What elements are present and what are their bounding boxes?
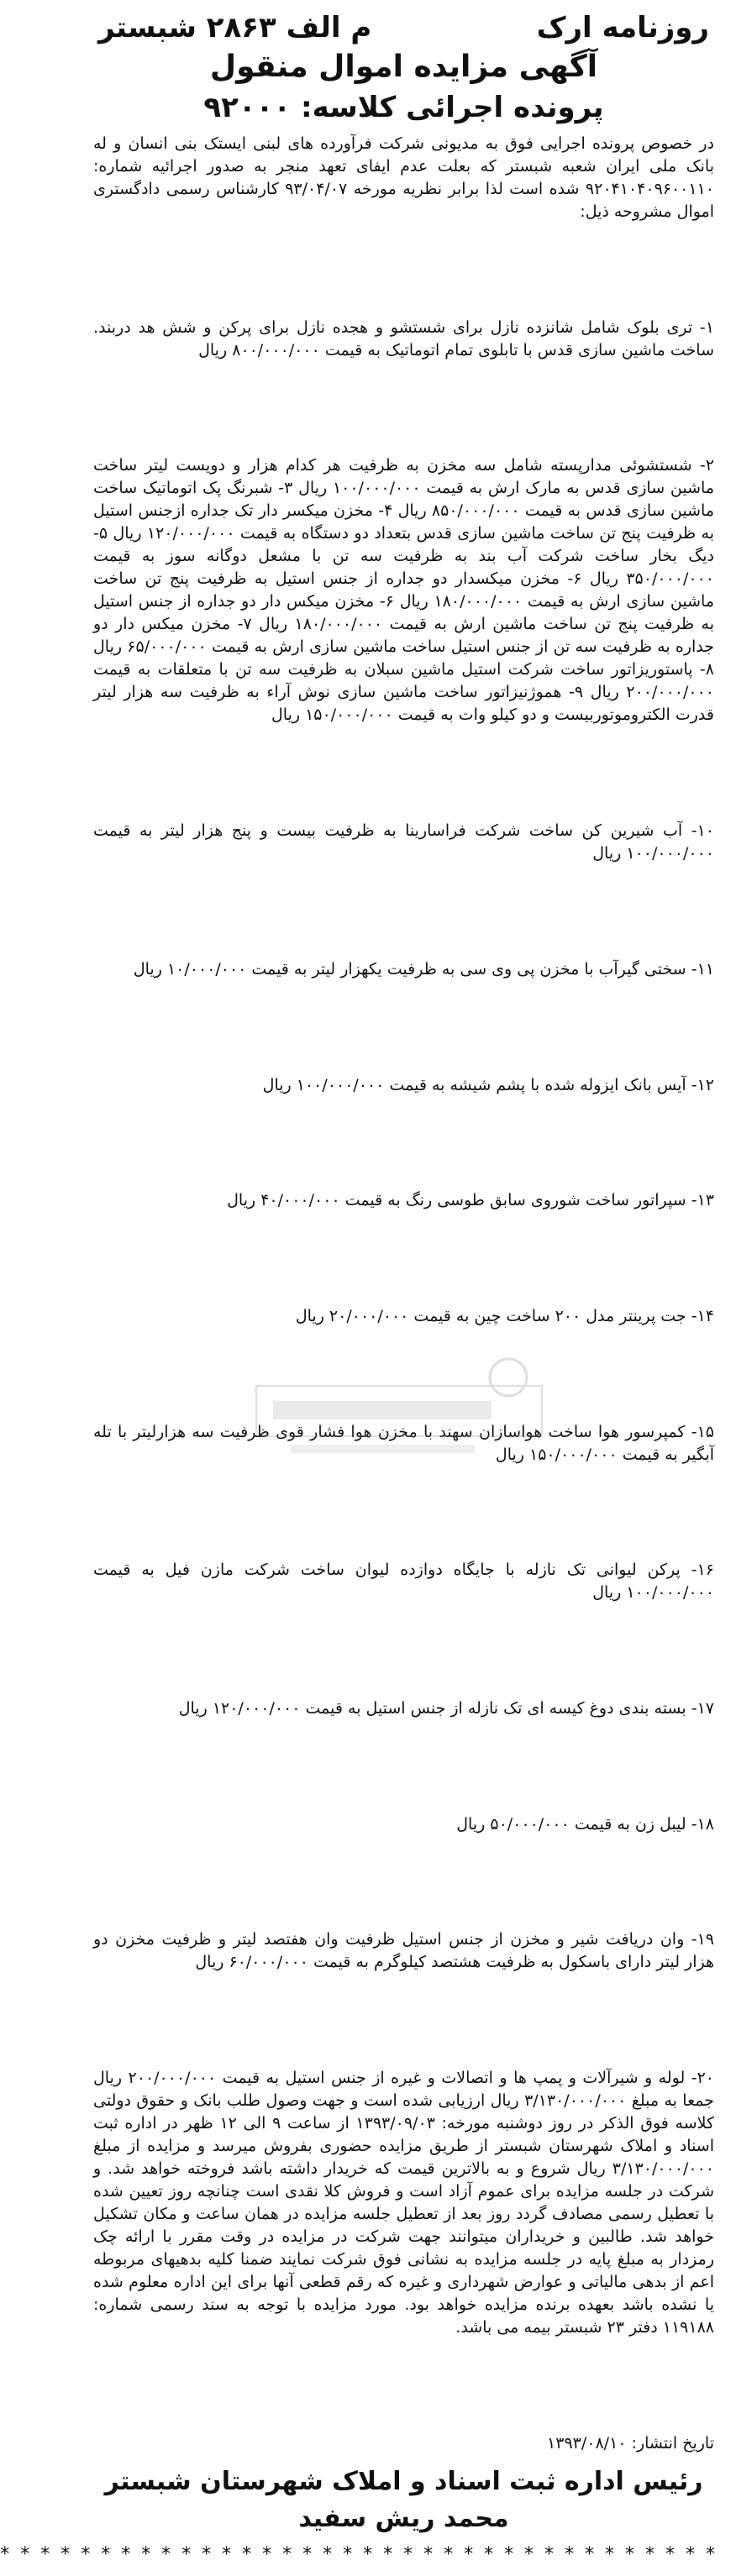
signature-block [90, 2463, 718, 2537]
case-number: پرونده اجرائی کلاسه: ۹۲۰۰۰ [203, 91, 604, 124]
item-paragraph: ۱۹- وان دریافت شیر و مخزن از جنس استیل ظرفیت وان هفتصد لیتر و ظرفیت مخزن دو هزار لیتر دارای باسکول به ظرفیت هشتصد کیلوگرم به قیمت ۶۰/۰۰۰/۰۰۰ ریال [93, 1930, 714, 1972]
intro-paragraph: در خصوص پرونده اجرایی فوق به مدیونی شرکت فرآورده های لبنی ایستک بنی انسان و له بانک ملی ایران شعبه شبستر که بعلت عدم ایفای تعهد منجر به صدور اجرائیه شماره: ۹۲۰۴۱۰۴۰۹۶۰۰۱۱۰ شده است لذا برابر نظریه مورخه ۹۳/۰۴/۰۷ کارشناس رسمی دادگستری اموال مشروحه ذیل: [93, 134, 714, 221]
item-paragraph: ۱۵- کمپرسور هوا ساخت هواسازان سهند با مخزن هوا فشار قوی ظرفیت سه هزارلیتر با تله آبگیر به قیمت ۱۵۰/۰۰۰/۰۰۰ ریال [93, 1422, 714, 1464]
item-paragraph: ۱۸- لیبل زن به قیمت ۵۰/۰۰۰/۰۰۰ ریال [456, 1814, 714, 1834]
item-paragraph: ۱- تری بلوک شامل شانزده نازل برای شستشو و هجده نازل برای پرکن و شش هد دربند. ساخت ماشین سازی قدس با تابلوی تمام اتوماتیک به قیمت ۸۰۰/۰۰۰/۰۰۰ ریال [93, 317, 714, 359]
item-paragraph: ۱۴- جت پرینتر مدل ۲۰۰ ساخت چین به قیمت ۲۰/۰۰۰/۰۰۰ ریال [295, 1306, 714, 1325]
item-paragraph: ۲- شستشوئی مدارپسته شامل سه مخزن به ظرفیت هر کدام هزار و دویست لیتر ساخت ماشین سازی قدس به مارک ارش به قیمت ۱۰۰/۰۰۰/۰۰۰ ریال ۳- شبرنگ پک اتوماتیک ساخت ماشین سازی قدس به قیمت ۸۵۰/۰۰۰/۰۰۰ ریال ۴- مخزن میکسر دار تک جداره ازجنس استیل به ظرفیت پنج تن ساخت ماشین سازی قدس بتعداد دو دستگاه به قیمت ۱۲۰/۰۰۰/۰۰۰ ریال ۵- دیگ بخار ساخت شرکت آب بند به ظرفیت سه تن با مشعل دوگانه سوز به قیمت ۳۵۰/۰۰۰/۰۰۰ ریال ۶- مخزن میکسدار دو جداره از جنس استیل به ظرفیت پنج تن ساخت ماشین سازی ارش به قیمت ۱۸۰/۰۰۰/۰۰۰ ریال ۶- مخزن میکس دار دو جداره از جنس استیل به ظرفیت پنج تن ساخت ماشین ارش به قیمت ۱۸۰/۰۰۰/۰۰۰ ریال ۷- مخزن میکس دار دو جداره به ظرفیت سه تن از جنس استیل ساخت ماشین سازی ارش به قیمت ۶۵/۰۰۰/۰۰۰ ریال ۸- پاستوریزاتور ساخت شرکت استیل ماشین سبلان به ظرفیت سه تن با متعلقات به قیمت ۲۰۰/۰۰۰/۰۰۰ ریال ۹- هموژنیزاتور ساخت ماشین سازی نوش آراء به ظرفیت سه هزار لیتر قدرت الکتروموتوربیست و دو کیلو وات به قیمت ۱۵۰/۰۰۰/۰۰۰ ریال [93, 456, 715, 725]
item-paragraph: ۱۰- آب شیرین کن ساخت شرکت فراسارینا به ظرفیت بیست و پنج هزار لیتر به قیمت ۱۰۰/۰۰۰/۰۰۰ ریال [93, 821, 714, 863]
item-paragraph: ۱۲- آیس بانک ایزوله شده با پشم شیشه به قیمت ۱۰۰/۰۰۰/۰۰۰ ریال [262, 1075, 714, 1094]
item-paragraph: ۱۳- سپراتور ساخت شوروی سابق طوسی رنگ به قیمت ۴۰/۰۰۰/۰۰۰ ریال [227, 1191, 714, 1210]
newspaper-name: روزنامه ارک [536, 11, 709, 45]
terms-paragraph: ۲۰- لوله و شیرآلات و پمپ ها و اتصالات و غیره از جنس استیل به قیمت ۲۰۰/۰۰۰/۰۰۰ ریال جمعا به مبلغ ۳/۱۳۰/۰۰۰/۰۰۰ ریال ارزیابی شده است و جهت وصول طلب بانک و حقوق دولتی کلاسه فوق الذکر در روز دوشنبه مورخه: ۱۳۹۳/۰۹/۰۳ از ساعت ۹ الی ۱۲ ظهر در اداره ثبت اسناد و املاک شهرستان شبستر از طریق مزایده حضوری بفروش میرسد و مزایده از مبلغ ۳/۱۳۰/۰۰۰/۰۰۰ ریال شروع و به بالاترین قیمت که خریدار داشته باشد فروخته خواهد شد. و شرکت در جلسه مزایده برای عموم آزاد است و فروش کلا نقدی است چنانچه روز تعیین شده با تعطیل رسمی مصادف گردد روز بعد از تعطیل جلسه مزایده در همان ساعت و مکان تشکیل خواهد شد. طالبین و خریداران میتوانند جهت شرکت در مزایده در وقت مقرر با ارائه چک رمزدار به مبلغ پایه در جلسه مزایده به نشانی فوق شرکت نمایند ضمنا کلیه بدهیهای مربوطه اعم از بدهی مالیاتی و عوارض شهرداری و غیره که رقم قطعی آنها برای این اداره معلوم شده یا نشده باشد بعهده برنده مزایده خواهد بود. مورد مزایده با توجه به سند رسمی شماره: ۱۱۹۱۸۸ دفتر ۲۳ شبستر بیمه می باشد. [93, 2069, 715, 2337]
notice-title: آگهی مزایده اموال منقول [209, 50, 598, 84]
item-paragraph: ۱۷- بسته بندی دوغ کیسه ای تک نازله از جنس استیل به قیمت ۱۲۰/۰۰۰/۰۰۰ ریال [178, 1699, 714, 1718]
item-paragraph: ۱۱- سختی گیرآب با مخزن پی وی سی به ظرفیت یکهزار لیتر به قیمت ۱۰/۰۰۰/۰۰۰ ریال [133, 959, 714, 978]
star-divider: * * * * * * * * * * * * * * * * * * * * * * * * * * * * * * * * * * * * [0, 2544, 718, 2565]
official-name: محمد ریش سفید [298, 2504, 509, 2533]
ad-number: م الف ۲۸۶۳ شبستر [98, 11, 372, 45]
masthead [90, 8, 718, 47]
notice-body [90, 131, 718, 2457]
office-title: رئیس اداره ثبت اسناد و املاک شهرستان شبستر [104, 2467, 703, 2496]
item-paragraph: ۱۶- پرکن لیوانی تک نازله با جایگاه دوازده لیوان ساخت شرکت مازن فیل به قیمت ۱۰۰/۰۰۰/۰۰۰ ریال [93, 1561, 714, 1603]
publication-date: تاریخ انتشار: ۱۳۹۳/۰۸/۱۰ [547, 2433, 714, 2453]
